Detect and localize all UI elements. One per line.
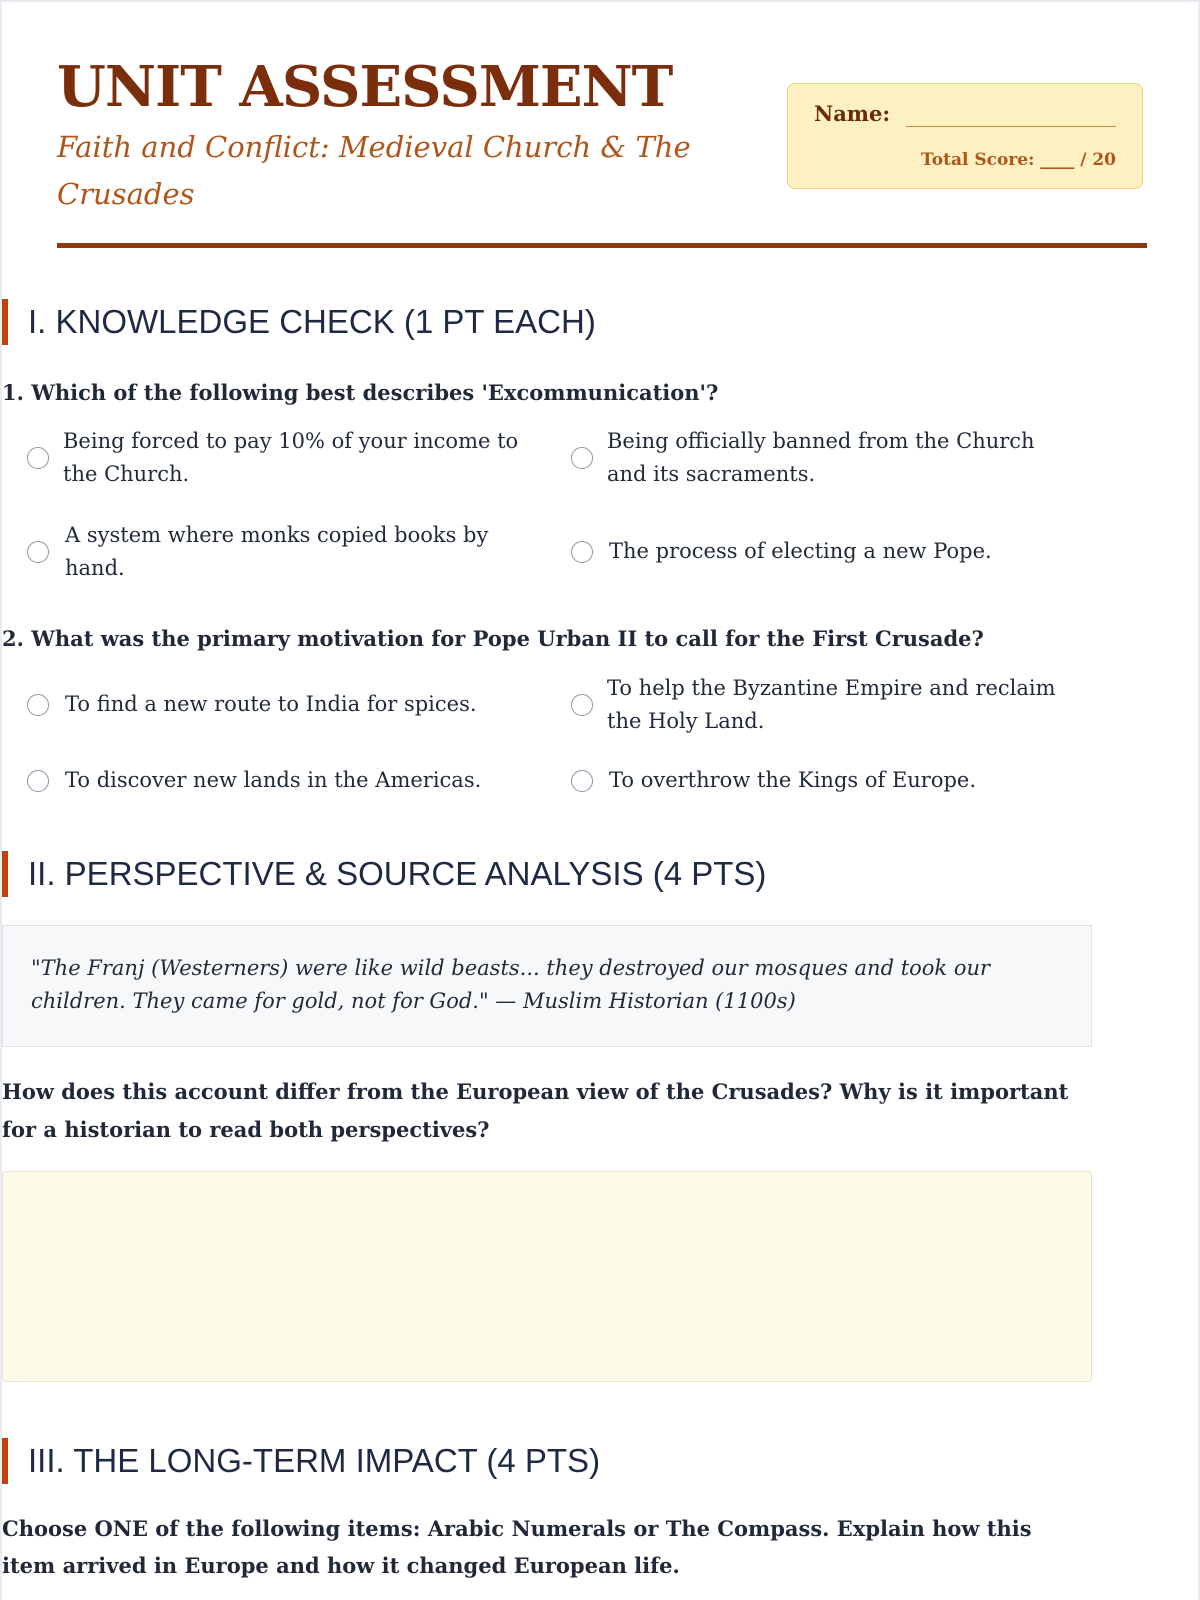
- section-heading-knowledge-check: I. KNOWLEDGE CHECK (1 PT EACH): [2, 299, 596, 345]
- long-term-impact-prompt: [2, 1510, 1092, 1584]
- q2-option-c[interactable]: [27, 764, 547, 797]
- name-field[interactable]: [906, 126, 1116, 127]
- section-heading-source-analysis: II. PERSPECTIVE & SOURCE ANALYSIS (4 PTS): [2, 851, 766, 897]
- radio-button[interactable]: [27, 447, 49, 469]
- q1-option-b[interactable]: [571, 425, 1071, 491]
- option-label: The process of electing a new Pope.: [609, 539, 992, 563]
- radio-button[interactable]: [27, 770, 49, 792]
- q1-option-c[interactable]: [27, 519, 547, 585]
- radio-button[interactable]: [27, 541, 49, 563]
- radio-button[interactable]: [571, 541, 593, 563]
- prompt-text: Choose ONE of the following items:: [2, 1516, 428, 1541]
- question-1: 1. Which of the following best describes 'Excommunication'?: [2, 380, 719, 405]
- name-label: Name:: [814, 101, 891, 126]
- option-label: Being officially banned from the Church and its sacraments.: [607, 429, 1035, 486]
- name-score-box: [787, 83, 1143, 189]
- q2-option-a[interactable]: [27, 688, 547, 721]
- question-2: 2. What was the primary motivation for Pope Urban II to call for the First Crusade?: [2, 626, 984, 651]
- header: [57, 2, 1143, 247]
- source-analysis-prompt: How does this account differ from the European view of the Crusades? Why is it important for a historian to read both perspectives?: [2, 1079, 1069, 1142]
- total-score-max: / 20: [1080, 150, 1116, 170]
- radio-button[interactable]: [27, 694, 49, 716]
- total-score-blank[interactable]: ____: [1040, 150, 1075, 170]
- q1-option-a[interactable]: [27, 425, 547, 491]
- option-label: To overthrow the Kings of Europe.: [609, 768, 977, 792]
- option-label: Being forced to pay 10% of your income to the Church.: [63, 429, 519, 486]
- radio-button[interactable]: [571, 770, 593, 792]
- option-label: A system where monks copied books by hand.: [65, 523, 489, 580]
- item-compass: The Compass: [665, 1516, 823, 1541]
- q1-option-d[interactable]: [571, 535, 1071, 568]
- option-label: To discover new lands in the Americas.: [65, 768, 482, 792]
- option-label: To help the Byzantine Empire and reclaim the Holy Land.: [607, 676, 1056, 733]
- total-score-label: Total Score:: [921, 150, 1035, 170]
- radio-button[interactable]: [571, 694, 593, 716]
- section-heading-long-term-impact: III. THE LONG-TERM IMPACT (4 PTS): [2, 1438, 600, 1484]
- total-score: [921, 150, 1116, 170]
- page-subtitle: Faith and Conflict: Medieval Church & The Crusades: [57, 130, 691, 211]
- prompt-or: or: [626, 1516, 666, 1541]
- q2-option-d[interactable]: [571, 764, 1071, 797]
- header-divider: [57, 243, 1147, 248]
- assessment-page: [2, 2, 1198, 1600]
- q2-option-b[interactable]: [571, 672, 1091, 738]
- radio-button[interactable]: [571, 447, 593, 469]
- page-title: UNIT ASSESSMENT: [57, 54, 673, 120]
- item-arabic-numerals: Arabic Numerals: [427, 1516, 627, 1541]
- prompt-text-end: . Explain how this item arrived in Europe and how it changed European life.: [2, 1516, 1032, 1578]
- answer-area[interactable]: [2, 1171, 1092, 1382]
- primary-source-quote: "The Franj (Westerners) were like wild beasts... they destroyed our mosques and took our children. They came for gold, not for God." — Muslim Historian (1100s): [2, 925, 1092, 1047]
- option-label: To find a new route to India for spices.: [65, 692, 477, 716]
